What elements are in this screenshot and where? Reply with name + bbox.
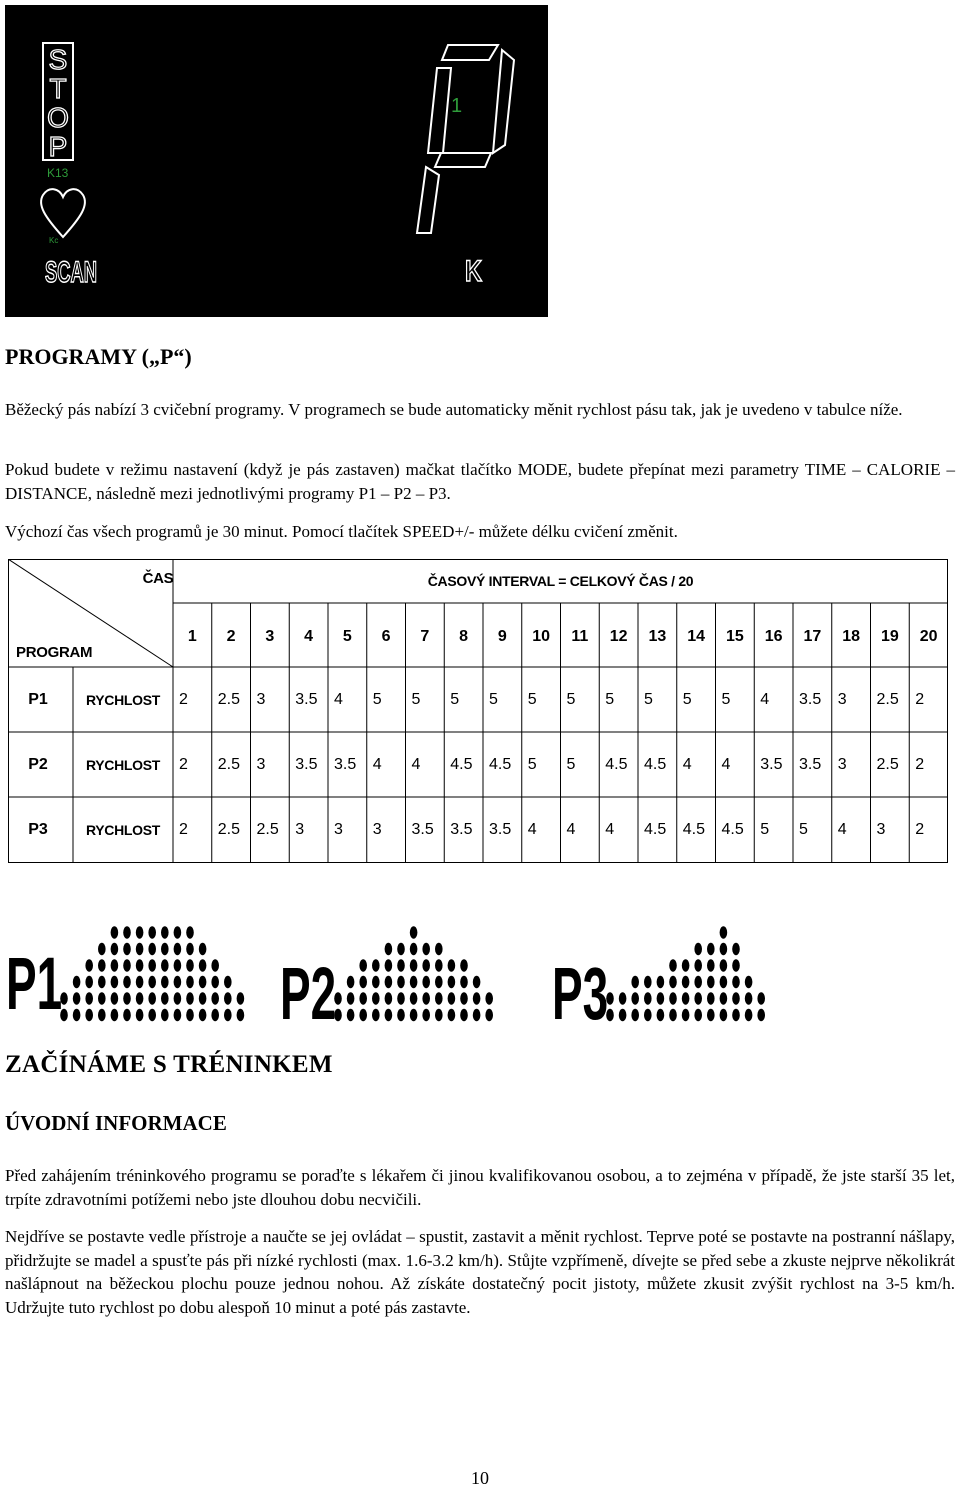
- profile-dot: [211, 976, 219, 988]
- profile-dot: [199, 992, 207, 1004]
- profile-dot: [448, 976, 456, 988]
- profile-dot: [199, 1009, 207, 1021]
- profile-dot: [224, 1009, 232, 1021]
- profile-dot: [136, 926, 144, 938]
- interval-number: 1: [187, 628, 197, 645]
- profile-dot: [745, 1009, 753, 1021]
- profile-dot: [98, 976, 106, 988]
- profile-dot: [757, 992, 765, 1004]
- profile-dot: [397, 1009, 405, 1021]
- profile-dot: [682, 976, 690, 988]
- speed-value: 4.5: [450, 755, 473, 773]
- profile-dot: [136, 992, 144, 1004]
- speed-value: 5: [760, 821, 770, 838]
- profile-dot: [422, 959, 430, 971]
- profile-dot: [448, 992, 456, 1004]
- profile-dot: [385, 1009, 393, 1021]
- profile-dot: [448, 1009, 456, 1021]
- training-subtitle: ÚVODNÍ INFORMACE: [5, 1111, 227, 1135]
- speed-value: 2.5: [876, 690, 899, 708]
- k-label: K: [465, 255, 483, 288]
- profile-dot: [694, 959, 702, 971]
- profile-dot: [682, 1009, 690, 1021]
- program-table: [8, 559, 948, 863]
- stop-letter-p: P: [48, 131, 68, 162]
- profile-dot: [224, 976, 232, 988]
- speed-value: 4.5: [605, 755, 628, 773]
- profile-dot: [385, 992, 393, 1004]
- profile-dot: [435, 1009, 443, 1021]
- profile-dot: [669, 1009, 677, 1021]
- profile-dot: [707, 976, 715, 988]
- profile-dot: [397, 992, 405, 1004]
- profile-dot: [347, 1009, 355, 1021]
- interval-number: 8: [459, 628, 469, 645]
- profile-dot: [410, 1009, 418, 1021]
- paragraph-consult: Před zahájením tréninkového programu se poraďte s lékařem či jinou kvalifikovanou osobou, a to zejména v případě, že jste starší 35 let, trpíte zdravotními potížemi nebo jste dlouhou dobu necvičili.: [5, 1166, 955, 1209]
- speed-value: 4: [334, 690, 343, 708]
- speed-value: 4: [760, 690, 770, 708]
- profile-dot: [161, 943, 169, 955]
- profile-dot: [410, 976, 418, 988]
- profile-dot: [186, 976, 194, 988]
- profile-dot: [73, 976, 81, 988]
- profile-dot: [422, 992, 430, 1004]
- profile-dot: [98, 959, 106, 971]
- profile-dot: [237, 992, 245, 1004]
- profile-dot: [111, 992, 119, 1004]
- profile-dot: [385, 943, 393, 955]
- speed-value: 4.5: [644, 755, 667, 773]
- speed-value: 3.5: [334, 755, 357, 773]
- profile-dot: [707, 1009, 715, 1021]
- small-digit: 1: [451, 95, 463, 117]
- speed-value: 3.5: [489, 821, 512, 838]
- profile-dot: [720, 926, 728, 938]
- speed-value: 3.5: [450, 821, 473, 838]
- speed-value: 2: [915, 821, 925, 838]
- profile-dot: [460, 976, 468, 988]
- speed-value: 2: [915, 755, 925, 773]
- profile-dot: [359, 992, 367, 1004]
- stop-indicator: [43, 43, 73, 162]
- profile-dot: [682, 959, 690, 971]
- profile-dot: [85, 976, 93, 988]
- profile-dot: [136, 1009, 144, 1021]
- interval-number: 20: [919, 628, 938, 645]
- profile-dot: [186, 926, 194, 938]
- section-title: PROGRAMY („P“): [5, 344, 192, 369]
- profile-dot: [720, 943, 728, 955]
- profile-dot: [123, 1009, 131, 1021]
- profile-dot: [460, 992, 468, 1004]
- profile-dot: [161, 959, 169, 971]
- profile-dot: [435, 992, 443, 1004]
- speed-value: 2: [179, 755, 188, 773]
- profile-dot: [720, 1009, 728, 1021]
- profile-dot: [211, 959, 219, 971]
- interval-number: 17: [803, 628, 822, 645]
- paragraph-intro: Běžecký pás nabízí 3 cvičební programy. V programech se bude automaticky měnit rychlost pásu tak, jak je uvedeno v tabulce níže.: [5, 400, 903, 419]
- profile-dot: [657, 976, 665, 988]
- interval-number: 14: [687, 628, 706, 645]
- profile-dot: [372, 976, 380, 988]
- profile-dot: [123, 943, 131, 955]
- profile-dot: [161, 992, 169, 1004]
- profile-dot: [410, 926, 418, 938]
- speed-value: 5: [489, 690, 498, 708]
- speed-value: 4: [527, 821, 537, 838]
- profile-dot: [745, 976, 753, 988]
- profile-dot: [732, 943, 740, 955]
- profile-dot: [73, 1009, 81, 1021]
- profile-dot: [111, 943, 119, 955]
- profile-dot: [174, 1009, 182, 1021]
- profile-dot: [111, 1009, 119, 1021]
- profile-dot: [359, 1009, 367, 1021]
- profile-dot: [631, 1009, 639, 1021]
- profile-dot: [410, 959, 418, 971]
- speed-value: 5: [566, 690, 576, 708]
- paragraph-start: Nejdříve se postavte vedle přístroje a naučte se jej ovládat – spustit, zastavit a měnit rychlost. Teprve poté se postavte na postranní nášlapy, přidržujte se madel a spusťte pás při nízké rychlosti (max. 1.6-3.2 km/h). Stůjte vzpřímeně, dívejte se před sebe a zkuste nejprve několikrát našlápnout na běžeckou plochu pouze jednou nohou. Až získáte dostatečný pocit jistoty, můžete zkusit zvýšit rychlost na 3-5 km/h. Udržujte tuto rychlost po dobu alespoň 10 minut a poté pás zastavte.: [5, 1227, 955, 1317]
- stop-letter-s: S: [48, 44, 68, 75]
- interval-number: 19: [880, 628, 899, 645]
- profile-dot: [732, 992, 740, 1004]
- profile-charts: [0, 885, 960, 1035]
- profile-dot: [85, 1009, 93, 1021]
- speed-value: 2.5: [217, 755, 240, 773]
- profile-dot: [199, 976, 207, 988]
- speed-value: 3: [334, 821, 343, 838]
- speed-value: 3: [256, 690, 266, 708]
- code-kc: Kc: [49, 236, 59, 245]
- profile-dot: [435, 959, 443, 971]
- interval-number: 2: [226, 628, 236, 645]
- interval-number: 9: [497, 628, 507, 645]
- profile-dot: [372, 959, 380, 971]
- profile-dot: [372, 1009, 380, 1021]
- profile-dot: [224, 992, 232, 1004]
- speed-value: 4: [837, 821, 847, 838]
- speed-value: 4.5: [489, 755, 512, 773]
- interval-header: ČASOVÝ INTERVAL = CELKOVÝ ČAS / 20: [427, 573, 694, 589]
- profile-dot: [460, 1009, 468, 1021]
- profile-dot: [669, 976, 677, 988]
- lcd-display: [5, 5, 548, 317]
- speed-value: 5: [411, 690, 421, 708]
- profile-dot: [397, 976, 405, 988]
- profile-dot: [199, 959, 207, 971]
- speed-value: 5: [799, 821, 808, 838]
- profile-label-p1: P1: [6, 942, 63, 1025]
- scan-label: SCAN: [45, 256, 97, 289]
- speed-value: 4: [682, 755, 692, 773]
- speed-value: 3: [256, 755, 266, 773]
- profile-dot: [123, 976, 131, 988]
- profile-dot: [211, 992, 219, 1004]
- profile-dot: [174, 976, 182, 988]
- speed-value: 3.5: [295, 690, 318, 708]
- speed-value: 4.5: [682, 821, 705, 838]
- profile-dot: [644, 1009, 652, 1021]
- profile-dot: [410, 992, 418, 1004]
- interval-number: 12: [609, 628, 628, 645]
- lcd-graphic: [5, 5, 548, 317]
- profile-dot: [657, 1009, 665, 1021]
- profile-dot: [186, 992, 194, 1004]
- speed-value: 5: [721, 690, 731, 708]
- program-name: P2: [28, 755, 48, 773]
- speed-value: 2: [179, 690, 188, 708]
- interval-number: 10: [532, 628, 551, 645]
- speed-value: 5: [566, 755, 576, 773]
- profile-dot: [123, 926, 131, 938]
- profile-dot: [136, 943, 144, 955]
- profile-dot: [136, 959, 144, 971]
- profile-dot: [422, 976, 430, 988]
- profile-dot: [347, 992, 355, 1004]
- profile-dots: [0, 885, 960, 1035]
- interval-number: 15: [725, 628, 744, 645]
- profile-dot: [473, 976, 481, 988]
- interval-number: 11: [571, 628, 589, 645]
- paragraph-time: Výchozí čas všech programů je 30 minut. Pomocí tlačítek SPEED+/- můžete délku cvičení změnit.: [5, 522, 678, 541]
- profile-dot: [422, 943, 430, 955]
- speed-value: 3: [372, 821, 382, 838]
- profile-dot: [85, 992, 93, 1004]
- profile-dot: [732, 959, 740, 971]
- speed-value: 3: [837, 755, 847, 773]
- speed-label: RYCHLOST: [85, 822, 161, 838]
- profile-dot: [186, 959, 194, 971]
- profile-dot: [372, 992, 380, 1004]
- profile-dot: [732, 976, 740, 988]
- speed-value: 4: [411, 755, 421, 773]
- speed-value: 3: [837, 690, 847, 708]
- profile-dot: [174, 959, 182, 971]
- profile-dot: [732, 1009, 740, 1021]
- speed-value: 5: [527, 690, 537, 708]
- speed-value: 5: [682, 690, 692, 708]
- program-name: P3: [28, 821, 48, 838]
- speed-value: 4.5: [721, 821, 744, 838]
- profile-dot: [422, 1009, 430, 1021]
- profile-dot: [385, 959, 393, 971]
- profile-dot: [148, 1009, 156, 1021]
- profile-dot: [148, 976, 156, 988]
- profile-dot: [657, 992, 665, 1004]
- profile-dot: [473, 1009, 481, 1021]
- profile-dot: [123, 959, 131, 971]
- paragraph-mode: Pokud budete v režimu nastavení (když je pás zastaven) mačkat tlačítko MODE, budete přepínat mezi parametry TIME – CALORIE – DISTANCE, následně mezi jednotlivými programy P1 – P2 – P3.: [5, 460, 955, 503]
- speed-value: 5: [450, 690, 460, 708]
- interval-number: 4: [304, 628, 314, 645]
- profile-dot: [745, 992, 753, 1004]
- profile-dot: [98, 943, 106, 955]
- profile-dot: [161, 1009, 169, 1021]
- profile-dot: [111, 959, 119, 971]
- speed-value: 4: [372, 755, 382, 773]
- speed-value: 5: [372, 690, 382, 708]
- code-k13: K13: [47, 166, 69, 180]
- profile-dot: [619, 992, 627, 1004]
- interval-number: 7: [420, 628, 430, 645]
- profile-dot: [397, 959, 405, 971]
- speed-value: 2: [179, 821, 188, 838]
- corner-program-label: PROGRAM: [16, 643, 93, 661]
- profile-dot: [644, 976, 652, 988]
- speed-value: 5: [605, 690, 615, 708]
- speed-value: 2.5: [876, 755, 899, 773]
- profile-dot: [707, 992, 715, 1004]
- speed-value: 3.5: [760, 755, 783, 773]
- profile-dot: [136, 976, 144, 988]
- profile-dot: [694, 976, 702, 988]
- profile-label-p3: P3: [552, 952, 609, 1035]
- speed-value: 3.5: [799, 755, 822, 773]
- speed-value: 3.5: [411, 821, 434, 838]
- profile-dot: [123, 992, 131, 1004]
- profile-dot: [174, 943, 182, 955]
- page-number: 10: [471, 1468, 489, 1488]
- profile-dot: [174, 992, 182, 1004]
- speed-value: 5: [644, 690, 653, 708]
- profile-dot: [631, 976, 639, 988]
- profile-dot: [186, 1009, 194, 1021]
- profile-dot: [448, 959, 456, 971]
- profile-dot: [435, 943, 443, 955]
- profile-dot: [435, 976, 443, 988]
- profile-dot: [473, 992, 481, 1004]
- profile-dot: [385, 976, 393, 988]
- profile-dot: [694, 943, 702, 955]
- profile-dot: [757, 1009, 765, 1021]
- speed-label: RYCHLOST: [85, 756, 161, 773]
- profile-dot: [682, 992, 690, 1004]
- interval-number: 16: [764, 628, 783, 645]
- profile-dot: [460, 959, 468, 971]
- interval-number: 3: [265, 628, 275, 645]
- speed-value: 2.5: [217, 690, 240, 708]
- profile-dot: [111, 976, 119, 988]
- speed-value: 2: [915, 690, 925, 708]
- interval-number: 5: [342, 628, 352, 645]
- profile-dot: [211, 1009, 219, 1021]
- profile-label-p2: P2: [280, 952, 337, 1035]
- profile-dot: [148, 943, 156, 955]
- interval-number: 6: [381, 628, 391, 645]
- profile-dot: [410, 943, 418, 955]
- profile-dot: [347, 976, 355, 988]
- profile-dot: [644, 992, 652, 1004]
- profile-dot: [148, 926, 156, 938]
- speed-label: RYCHLOST: [85, 691, 161, 708]
- training-title: ZAČÍNÁME S TRÉNINKEM: [5, 1051, 333, 1078]
- program-name: P1: [28, 690, 48, 708]
- speed-value: 3: [876, 821, 886, 838]
- profile-dot: [485, 1009, 493, 1021]
- seven-segment-digit: [417, 45, 514, 233]
- profile-dot: [98, 1009, 106, 1021]
- profile-dot: [694, 992, 702, 1004]
- profile-dot: [186, 943, 194, 955]
- speed-value: 5: [527, 755, 537, 773]
- profile-dot: [161, 926, 169, 938]
- profile-dot: [694, 1009, 702, 1021]
- profile-dot: [148, 959, 156, 971]
- profile-dot: [237, 1009, 245, 1021]
- speed-value: 3.5: [295, 755, 318, 773]
- speed-value: 2.5: [256, 821, 279, 838]
- profile-dot: [669, 992, 677, 1004]
- profile-dot: [174, 926, 182, 938]
- profile-dot: [148, 992, 156, 1004]
- profile-dot: [720, 992, 728, 1004]
- stop-letter-o: O: [47, 102, 69, 133]
- profile-dot: [85, 959, 93, 971]
- profile-dot: [397, 943, 405, 955]
- interval-number: 13: [648, 628, 667, 645]
- heart-icon: [41, 189, 85, 237]
- speed-value: 3.5: [799, 690, 822, 708]
- profile-dot: [720, 959, 728, 971]
- profile-dot: [111, 926, 119, 938]
- profile-dot: [485, 992, 493, 1004]
- profile-dot: [359, 959, 367, 971]
- profile-dot: [359, 976, 367, 988]
- profile-dot: [631, 992, 639, 1004]
- corner-time-label: ČAS: [142, 569, 174, 587]
- interval-number: 18: [842, 628, 861, 645]
- speed-value: 4.5: [644, 821, 667, 838]
- profile-dot: [669, 959, 677, 971]
- speed-value: 3: [295, 821, 305, 838]
- stop-letter-t: T: [49, 73, 67, 104]
- speed-value: 4: [721, 755, 731, 773]
- profile-dot: [707, 959, 715, 971]
- speed-value: 4: [566, 821, 576, 838]
- profile-dot: [73, 992, 81, 1004]
- profile-dot: [98, 992, 106, 1004]
- speed-value: 2.5: [217, 821, 240, 838]
- profile-dot: [619, 1009, 627, 1021]
- speed-value: 4: [605, 821, 615, 838]
- profile-dot: [161, 976, 169, 988]
- profile-dot: [707, 943, 715, 955]
- profile-dot: [199, 943, 207, 955]
- profile-dot: [720, 976, 728, 988]
